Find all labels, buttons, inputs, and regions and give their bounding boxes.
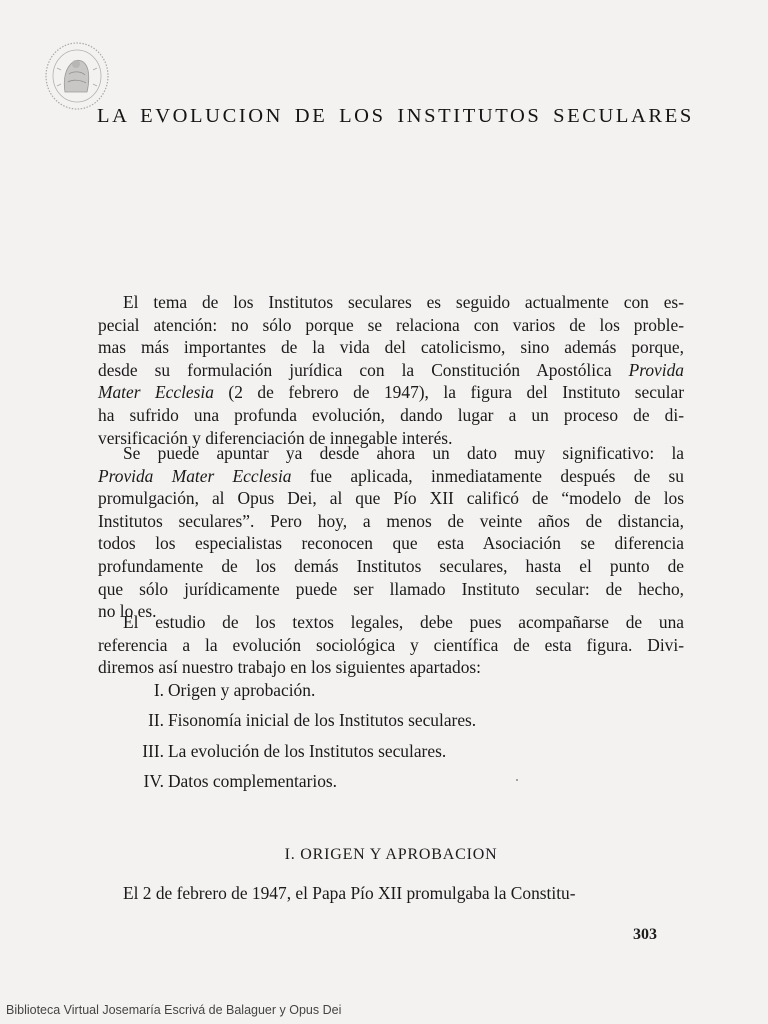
- text-line: El estudio de los textos legales, debe pues acompañarse de una: [123, 612, 684, 632]
- section-heading: I. ORIGEN Y APROBACION: [284, 846, 498, 863]
- print-speck: [516, 779, 518, 781]
- italic-title: Provida Mater Ecclesia: [98, 465, 292, 486]
- text-line: que sólo jurídicamente puede ser llamado Instituto secular: de hecho,: [98, 578, 684, 599]
- text-line: profundamente de los demás Institutos seculares, hasta el punto de: [98, 555, 684, 576]
- text-line: versificación y diferenciación de innegable interés.: [98, 427, 453, 448]
- text-line: diremos así nuestro trabajo en los siguientes apartados:: [98, 657, 481, 678]
- list-number: I.: [153, 680, 164, 700]
- list-item: [98, 710, 518, 740]
- text-line: [98, 381, 684, 404]
- list-text: Origen y aprobación.: [168, 680, 316, 700]
- text-line: no lo es.: [98, 601, 157, 622]
- text-line: referencia a la evolución sociológica y científica de esta figura. Divi-: [98, 634, 684, 655]
- list-text: Fisonomía inicial de los Institutos seculares.: [168, 710, 477, 731]
- paragraph-4: [98, 882, 684, 905]
- italic-title: Provida: [628, 359, 684, 380]
- library-seal-icon: [43, 40, 111, 112]
- text-line: [98, 359, 684, 382]
- text-line: [98, 465, 684, 488]
- text-line: mas más importantes de la vida del catolicismo, sino además porque,: [98, 337, 684, 358]
- italic-title: Mater Ecclesia: [98, 382, 214, 403]
- paragraph-2: [98, 442, 684, 623]
- text-segment: desde su formulación jurídica con la Constitución Apostólica: [98, 359, 629, 380]
- text-line: El 2 de febrero de 1947, el Papa Pío XII promulgaba la Constitu-: [123, 883, 576, 903]
- text-segment: (2 de febrero de 1947), la figura del Instituto secular: [213, 382, 684, 403]
- list-item: [98, 771, 518, 801]
- footer-attribution: Biblioteca Virtual Josemaría Escrivá de Balaguer y Opus Dei: [6, 1003, 342, 1017]
- text-segment: fue aplicada, inmediatamente después de su: [291, 465, 684, 486]
- outline-list: [98, 680, 518, 801]
- list-item: [98, 741, 518, 771]
- text-line: pecial atención: no sólo porque se relaciona con varios de los proble-: [98, 314, 684, 335]
- text-line: ha sufrido una profunda evolución, dando lugar a un proceso de di-: [98, 404, 684, 425]
- paragraph-1: [98, 291, 684, 449]
- list-item: [98, 680, 518, 710]
- text-line: todos los especialistas reconocen que esta Asociación se diferencia: [98, 533, 684, 554]
- text-line: promulgación, al Opus Dei, al que Pío XII calificó de “modelo de los: [98, 488, 684, 509]
- text-line: Institutos seculares”. Pero hoy, a menos de veinte años de distancia,: [98, 510, 684, 531]
- document-title: LA EVOLUCION DE LOS INSTITUTOS SECULARES: [97, 105, 694, 127]
- list-number: IV.: [143, 770, 164, 791]
- page-number: 303: [633, 926, 657, 943]
- list-number: III.: [142, 740, 164, 761]
- list-text: La evolución de los Institutos seculares.: [168, 740, 447, 761]
- list-text: Datos complementarios.: [168, 770, 338, 791]
- list-number: II.: [148, 710, 164, 731]
- paragraph-3: [98, 611, 684, 679]
- text-line: El tema de los Institutos seculares es seguido actualmente con es-: [123, 292, 684, 312]
- text-line: Se puede apuntar ya desde ahora un dato muy significativo: la: [123, 443, 684, 463]
